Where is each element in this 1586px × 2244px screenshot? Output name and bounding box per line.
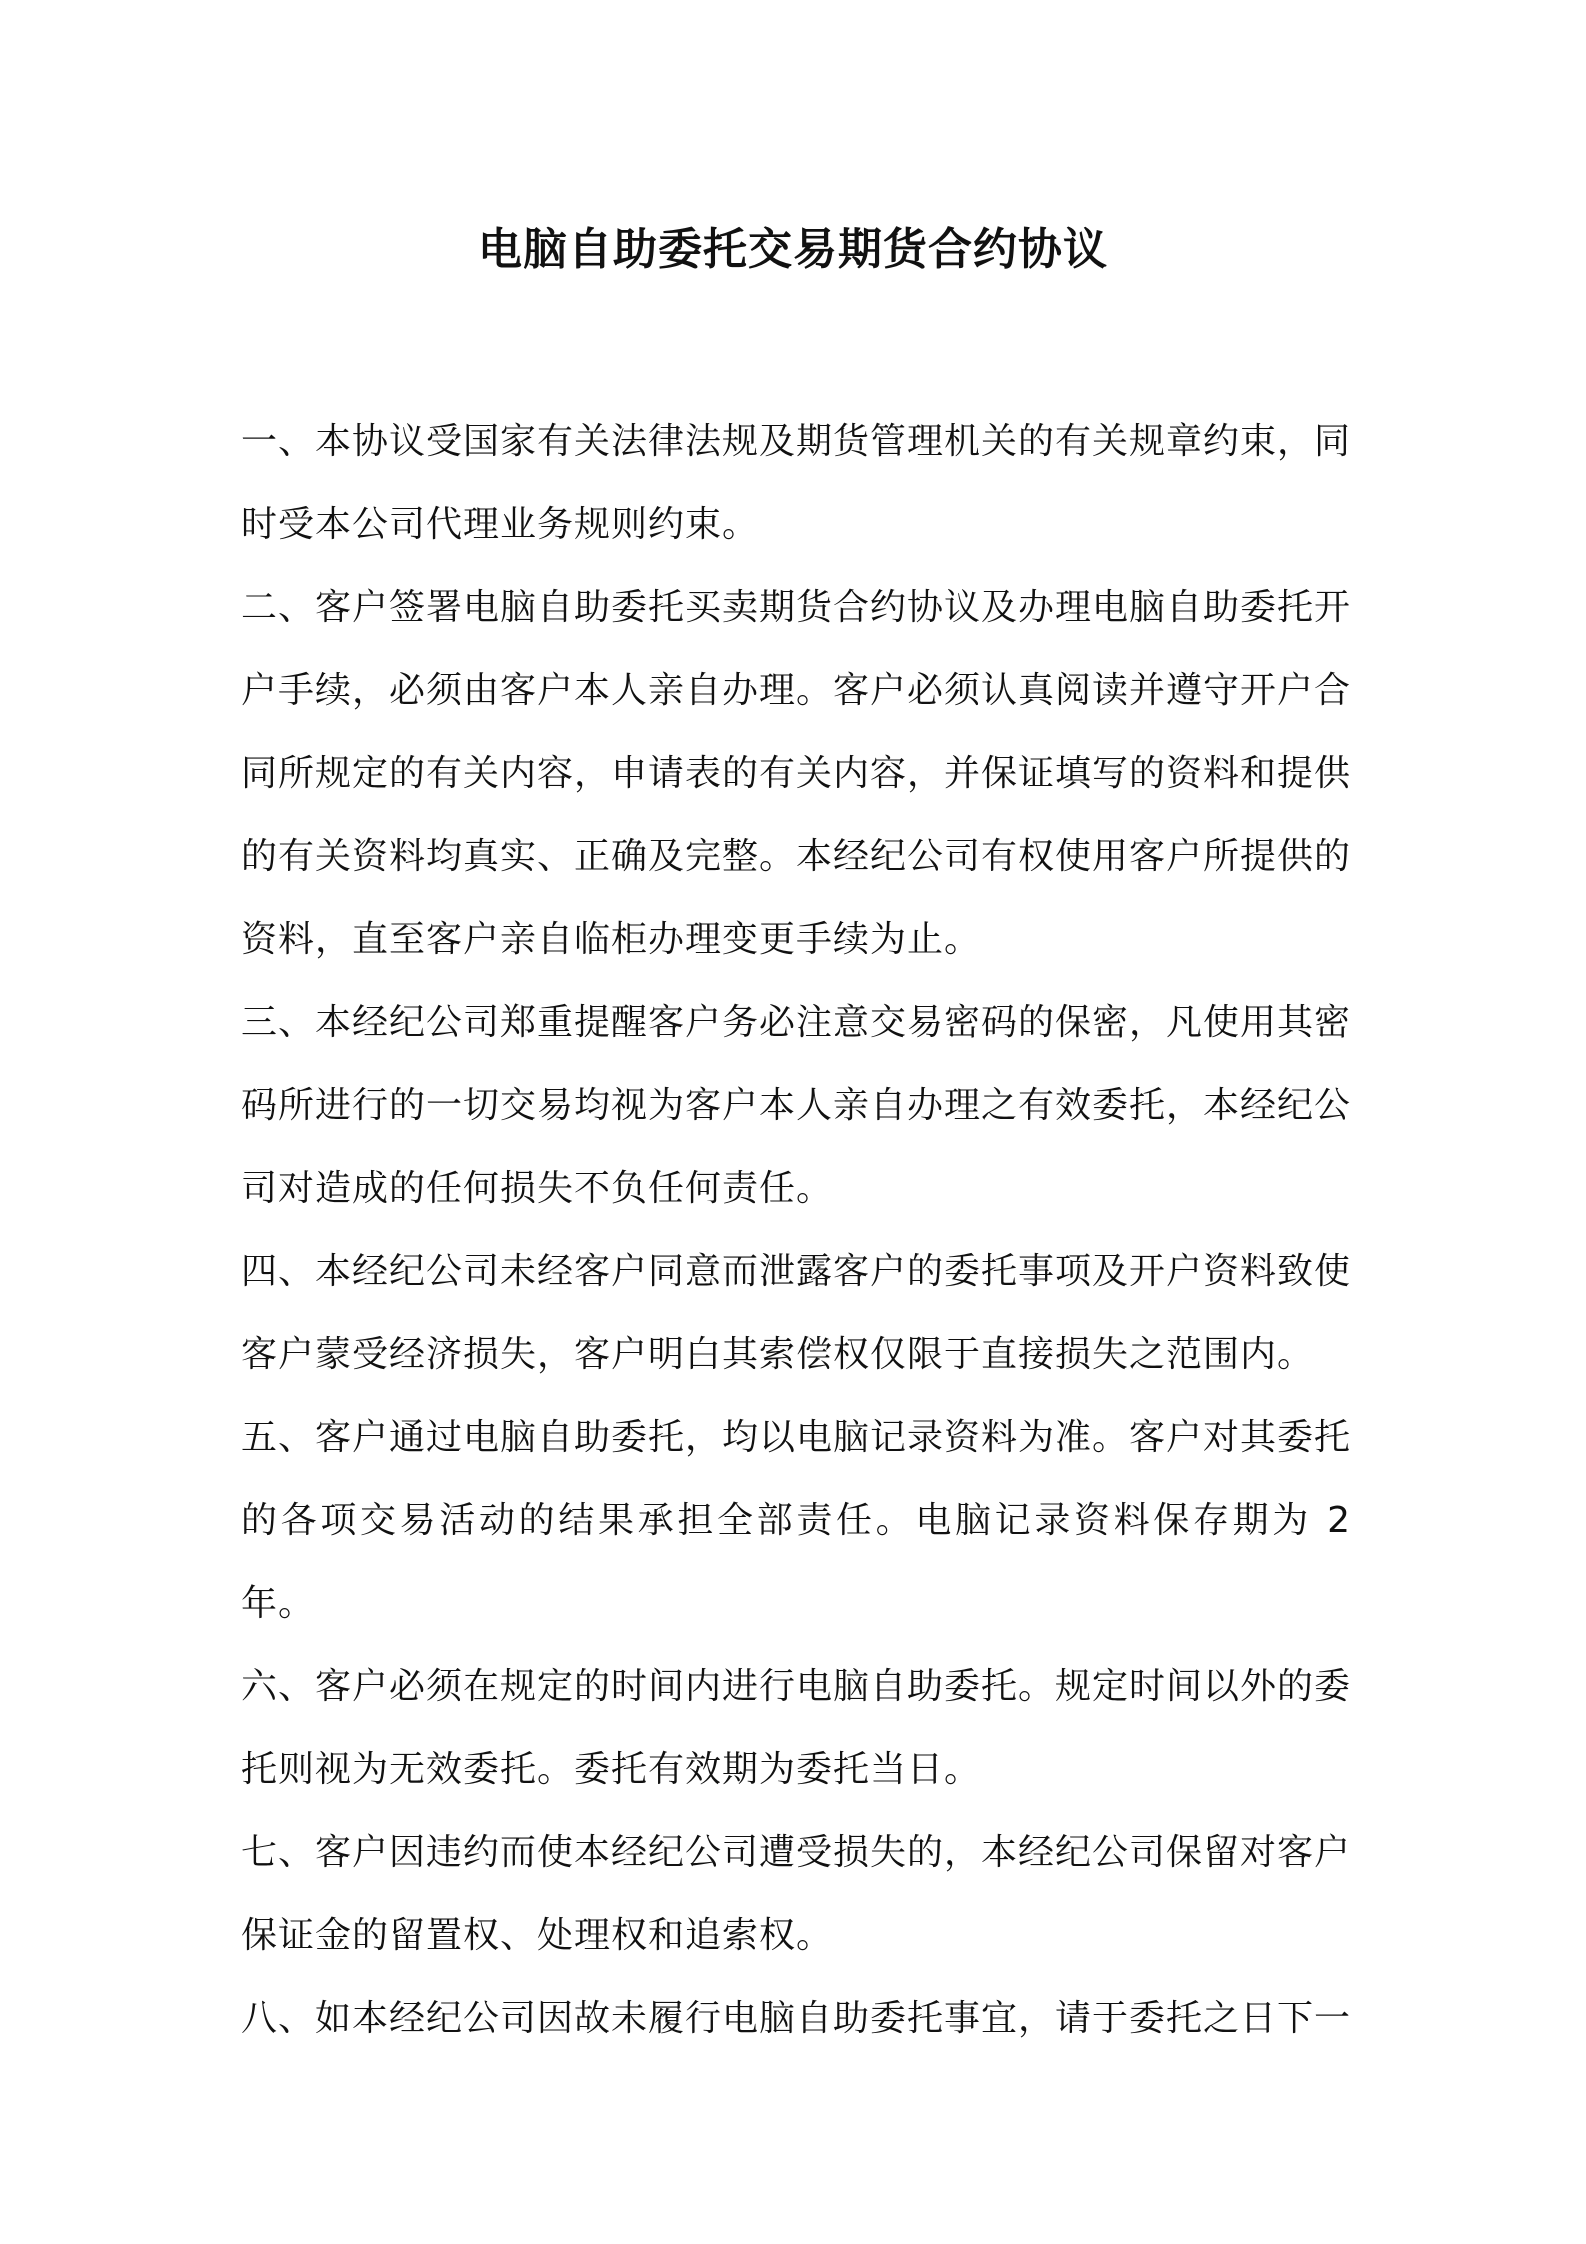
- clause-2: 二、客户签署电脑自助委托买卖期货合约协议及办理电脑自助委托开户手续，必须由客户本人亲自办理。客户必须认真阅读并遵守开户合同所规定的有关内容，申请表的有关内容，并保证填写的资料和提供的有关资料均真实、正确及完整。本经纪公司有权使用客户所提供的资料，直至客户亲自临柜办理变更手续为止。: [241, 587, 1352, 960]
- clause-4: 四、本经纪公司未经客户同意而泄露客户的委托事项及开户资料致使客户蒙受经济损失，客户明白其索偿权仅限于直接损失之范围内。: [241, 1251, 1352, 1375]
- clause-6: 六、客户必须在规定的时间内进行电脑自助委托。规定时间以外的委托则视为无效委托。委托有效期为委托当日。: [241, 1666, 1352, 1790]
- clause-7: 七、客户因违约而使本经纪公司遭受损失的，本经纪公司保留对客户保证金的留置权、处理权和追索权。: [241, 1832, 1352, 1956]
- clause-8: 八、如本经纪公司因故未履行电脑自助委托事宜，请于委托之日下一: [241, 1998, 1352, 2039]
- document-body: [241, 400, 1351, 2060]
- clause-3: 三、本经纪公司郑重提醒客户务必注意交易密码的保密，凡使用其密码所进行的一切交易均视为客户本人亲自办理之有效委托，本经纪公司对造成的任何损失不负任何责任。: [241, 1002, 1352, 1209]
- document-title: 电脑自助委托交易期货合约协议: [478, 224, 1108, 275]
- clause-1: 一、本协议受国家有关法律法规及期货管理机关的有关规章约束，同时受本公司代理业务规则约束。: [241, 421, 1352, 545]
- clause-5: 五、客户通过电脑自助委托，均以电脑记录资料为准。客户对其委托的各项交易活动的结果承担全部责任。电脑记录资料保存期为 2 年。: [241, 1417, 1352, 1624]
